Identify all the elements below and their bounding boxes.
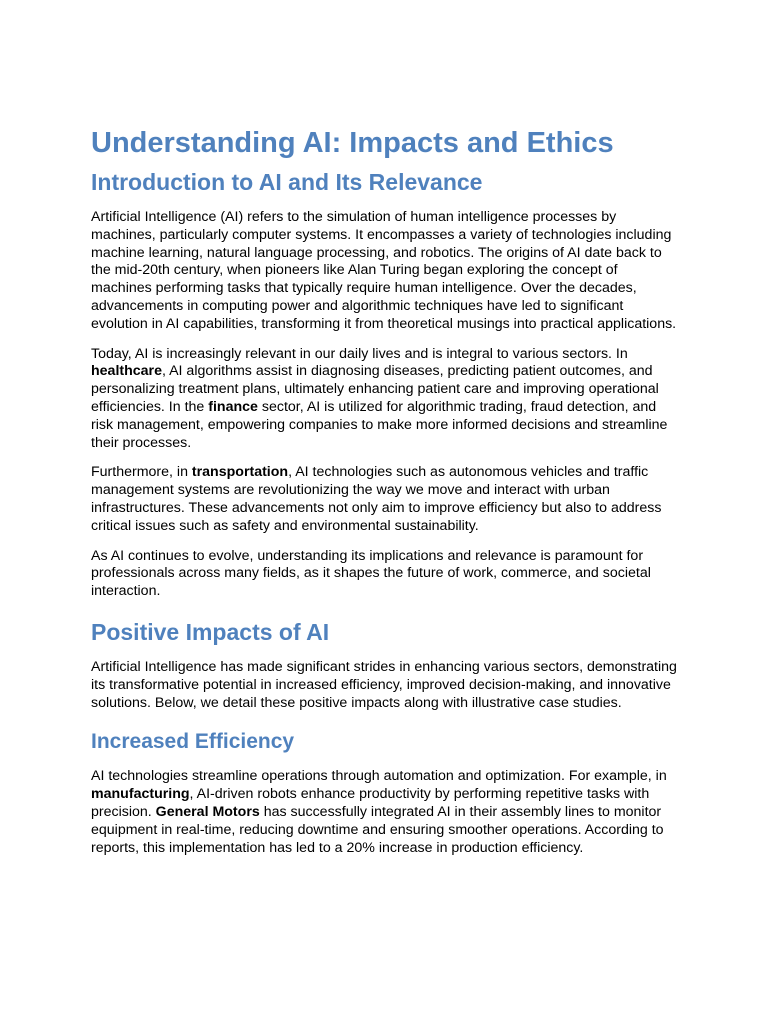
document-page [91,123,681,857]
text-run: , AI algorithms assist in diagnosing diseases, predicting patient outcomes, and personalizing treatment plans, ultimately enhancing patient care and improving operational efficiencies. In the [91,363,659,415]
bold-term-general-motors: General Motors [155,803,260,820]
text-run: , AI technologies such as autonomous vehicles and traffic management systems are revolutionizing the way we move and interact with urban infrastructures. These advancements not only aim to improve efficiency but also to address critical issues such as safety and environmental sustainability. [91,464,662,534]
section-heading-introduction: Introduction to AI and Its Relevance [91,169,483,195]
document-title: Understanding AI: Impacts and Ethics [91,127,614,159]
paragraph-ai-transportation [91,464,681,535]
text-run: sector, AI is utilized for algorithmic trading, fraud detection, and risk management, empowering companies to make more informed decisions and streamline their processes. [91,398,668,451]
bold-term-healthcare: healthcare [91,363,162,380]
section-heading-positive-impacts: Positive Impacts of AI [91,618,330,645]
bold-term-finance: finance [208,398,258,415]
text-run: , AI-driven robots enhance productivity by performing repetitive tasks with precision. [91,786,650,820]
paragraph-ai-evolution: As AI continues to evolve, understanding its implications and relevance is paramount for professionals across many fields, as it shapes the future of work, commerce, and societal interaction. [91,547,651,600]
paragraph-ai-sectors [91,346,681,453]
text-run: has successfully integrated AI in their assembly lines to monitor equipment in real-time, reducing downtime and ensuring smoother operations. According to reports, this implementation has led to a 20% increase in production efficiency. [91,803,664,856]
bold-term-manufacturing: manufacturing [91,786,190,803]
text-run: Today, AI is increasingly relevant in our daily lives and is integral to various sectors. In [91,345,628,362]
paragraph-positive-impacts: Artificial Intelligence has made significant strides in enhancing various sectors, demonstrating its transformative potential in increased efficiency, improved decision-making, and innovative solutions. Below, we detail these positive impacts along with illustrative case studies. [91,658,677,711]
subsection-heading-increased-efficiency: Increased Efficiency [91,730,295,754]
text-run: Furthermore, in [91,464,192,481]
bold-term-transportation: transportation [191,464,289,481]
text-run: AI technologies streamline operations through automation and optimization. For example, in [91,768,667,785]
paragraph-ai-definition: Artificial Intelligence (AI) refers to the simulation of human intelligence processes by machines, particularly computer systems. It encompasses a variety of technologies including machine learning, natural language processing, and robotics. The origins of AI date back to the mid-20th century, when pioneers like Alan Turing began exploring the concept of machines performing tasks that typically require human intelligence. Over the decades, advancements in computing power and algorithmic techniques have led to significant evolution in AI capabilities, transforming it from theoretical musings into practical applications. [91,209,677,332]
paragraph-increased-efficiency [91,768,681,857]
